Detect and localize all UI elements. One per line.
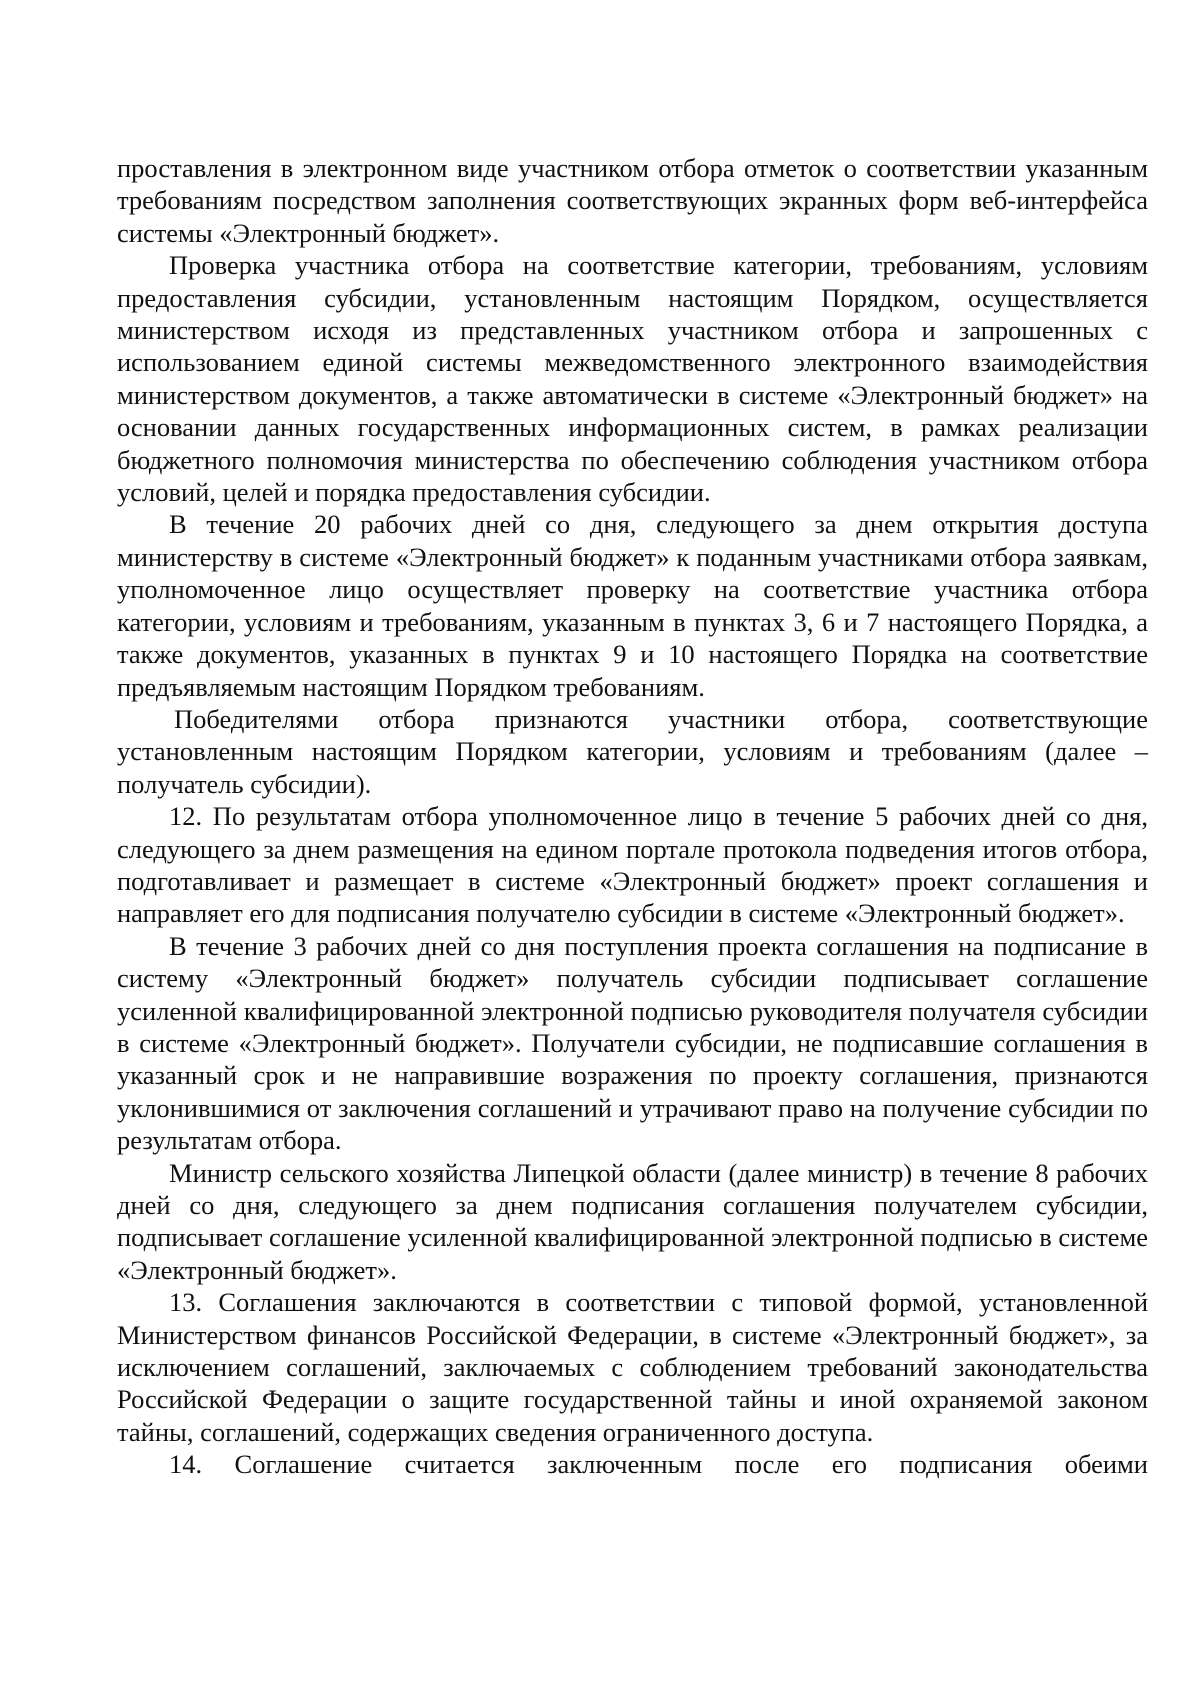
paragraph-8: 13. Соглашения заключаются в соответствии с типовой формой, установленной Министерством финансов Российской Федерации, в системе «Электронный бюджет», за исключением соглашений, заключаемых с соблюдением требований законодательства Российской Федерации о защите государственной тайны и иной охраняемой законом тайны, соглашений, содержащих сведения ограниченного доступа. xyxy=(117,1287,1148,1447)
paragraph-9: 14. Соглашение считается заключенным после его подписания обеими xyxy=(169,1449,1148,1480)
paragraph-4: Победителями отбора признаются участники отбора, соответствующие установленным настоящим Порядком категории, условиям и требованиям (далее – получатель субсидии). xyxy=(117,703,1148,799)
document-page xyxy=(117,152,1148,1481)
paragraph-2: Проверка участника отбора на соответствие категории, требованиям, условиям предоставления субсидии, установленным настоящим Порядком, осуществляется министерством исходя из представленных участником отбора и запрошенных с использованием единой системы межведомственного электронного взаимодействия министерством документов, а также автоматически в системе «Электронный бюджет» на основании данных государственных информационных систем, в рамках реализации бюджетного полномочия министерства по обеспечению соблюдения участником отбора условий, целей и порядка предоставления субсидии. xyxy=(117,250,1148,508)
paragraph-6: В течение 3 рабочих дней со дня поступления проекта соглашения на подписание в систему «Электронный бюджет» получатель субсидии подписывает соглашение усиленной квалифицированной электронной подписью руководителя получателя субсидии в системе «Электронный бюджет». Получатели субсидии, не подписавшие соглашения в указанный срок и не направившие возражения по проекту соглашения, признаются уклонившимися от заключения соглашений и утрачивают право на получение субсидии по результатам отбора. xyxy=(117,930,1148,1156)
paragraph-5: 12. По результатам отбора уполномоченное лицо в течение 5 рабочих дней со дня, следующего за днем размещения на едином портале протокола подведения итогов отбора, подготавливает и размещает в системе «Электронный бюджет» проект соглашения и направляет его для подписания получателю субсидии в системе «Электронный бюджет». xyxy=(117,801,1148,929)
paragraph-1: проставления в электронном виде участником отбора отметок о соответствии указанным требованиям посредством заполнения соответствующих экранных форм веб-интерфейса системы «Электронный бюджет». xyxy=(117,153,1148,248)
paragraph-3: В течение 20 рабочих дней со дня, следующего за днем открытия доступа министерству в системе «Электронный бюджет» к поданным участниками отбора заявкам, уполномоченное лицо осуществляет проверку на соответствие участника отбора категории, условиям и требованиям, указанным в пунктах 3, 6 и 7 настоящего Порядка, а также документов, указанных в пунктах 9 и 10 настоящего Порядка на соответствие предъявляемым настоящим Порядком требованиям. xyxy=(117,509,1148,702)
paragraph-7: Министр сельского хозяйства Липецкой области (далее министр) в течение 8 рабочих дней со дня, следующего за днем подписания соглашения получателем субсидии, подписывает соглашение усиленной квалифицированной электронной подписью в системе «Электронный бюджет». xyxy=(117,1157,1148,1285)
